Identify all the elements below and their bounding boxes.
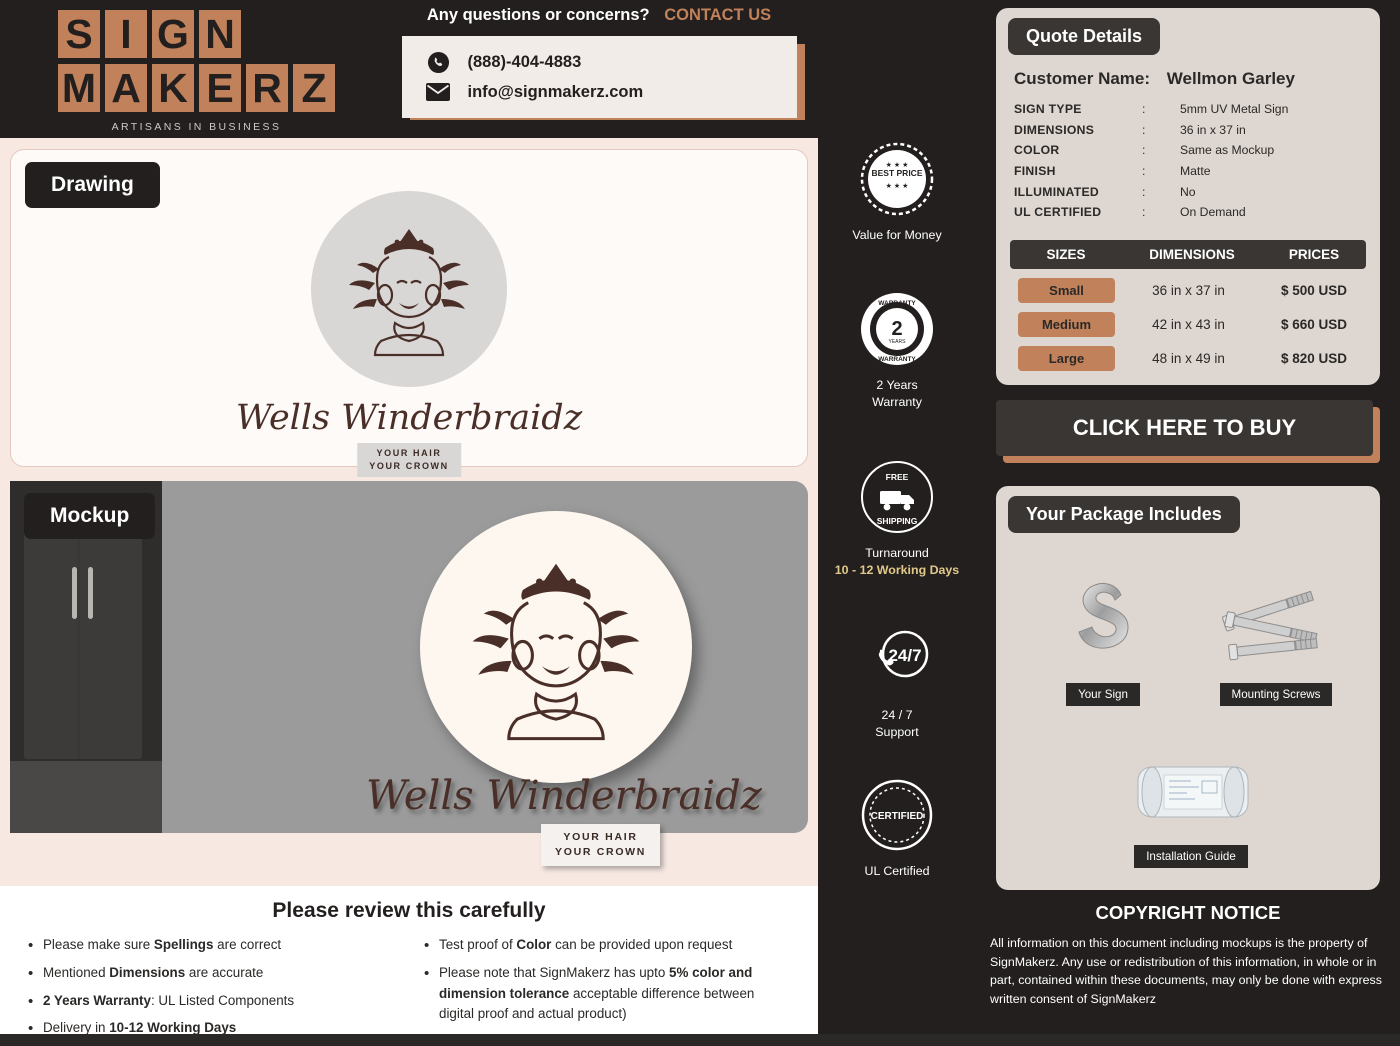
logo-letter: S bbox=[58, 10, 100, 58]
mockup-fridge-handle bbox=[72, 567, 77, 619]
size-label: Large bbox=[1018, 346, 1115, 371]
copyright-notice bbox=[976, 890, 1400, 1034]
certified-icon bbox=[858, 776, 936, 854]
pricing-table bbox=[1010, 240, 1366, 371]
spec-list bbox=[1014, 101, 1380, 222]
logo-letter: R bbox=[246, 64, 288, 112]
size-dimensions: 36 in x 37 in bbox=[1152, 283, 1225, 299]
svg-text:BEST PRICE: BEST PRICE bbox=[871, 168, 923, 178]
spec-key: DIMENSIONS bbox=[1014, 122, 1095, 137]
review-item: • Mentioned Dimensions are accurate bbox=[26, 963, 396, 984]
turnaround-caption bbox=[818, 545, 976, 578]
logo-tagline: ARTISANS IN BUSINESS bbox=[111, 121, 282, 133]
size-dimensions: 42 in x 43 in bbox=[1152, 317, 1225, 333]
spec-value: No bbox=[1180, 184, 1196, 199]
email-address: info@signmakerz.com bbox=[467, 82, 644, 101]
copyright-title: COPYRIGHT NOTICE bbox=[1095, 902, 1281, 923]
spec-row bbox=[1014, 204, 1380, 222]
logo-letter: G bbox=[152, 10, 194, 58]
logo-letter: E bbox=[199, 64, 241, 112]
ul-certified-caption: UL Certified bbox=[864, 864, 930, 878]
logo-illustration bbox=[311, 191, 507, 387]
review-item: • Please note that SignMakerz has upto 5% color and dimension tolerance acceptable difference between digital proof and actual product) bbox=[422, 963, 792, 1025]
warranty-icon bbox=[858, 290, 936, 368]
drawing-panel bbox=[10, 149, 808, 472]
package-includes-tab: Your Package Includes bbox=[1008, 496, 1240, 533]
contact-question-text: Any questions or concerns? bbox=[426, 6, 650, 24]
package-includes-card bbox=[996, 486, 1380, 890]
channel-letter-s-icon bbox=[1063, 571, 1143, 683]
spec-row bbox=[1014, 184, 1380, 202]
table-row[interactable] bbox=[1010, 278, 1366, 303]
spec-value: On Demand bbox=[1180, 205, 1246, 220]
mockup-tagline bbox=[541, 824, 660, 866]
pricing-table-header bbox=[1010, 240, 1366, 269]
proof-panels bbox=[0, 138, 818, 859]
package-item-label: Your Sign bbox=[1066, 683, 1140, 706]
size-price: $ 820 USD bbox=[1280, 351, 1348, 367]
review-title: Please review this carefully bbox=[272, 899, 546, 922]
buy-button-wrap bbox=[996, 400, 1380, 456]
spec-row bbox=[1014, 142, 1380, 160]
package-item-mounting-screws bbox=[1196, 571, 1356, 706]
svg-text:WARRANTY: WARRANTY bbox=[878, 300, 916, 307]
quote-details-card bbox=[996, 8, 1380, 385]
package-item-label: Installation Guide bbox=[1134, 845, 1248, 868]
svg-text:★ ★ ★: ★ ★ ★ bbox=[885, 183, 909, 190]
logo-letter: N bbox=[199, 10, 241, 58]
spec-value: Matte bbox=[1180, 164, 1211, 179]
drawing-logo-script: Wells Winderbraidz bbox=[235, 398, 583, 438]
svg-text:SHIPPING: SHIPPING bbox=[876, 516, 918, 526]
spec-key: ILLUMINATED bbox=[1014, 184, 1099, 199]
header-sizes: SIZES bbox=[1046, 247, 1086, 263]
logo-letter: A bbox=[105, 64, 147, 112]
tagline-line-2: YOUR CROWN bbox=[555, 846, 647, 859]
mockup-logo-script: Wells Winderbraidz bbox=[366, 773, 762, 819]
click-here-to-buy-button[interactable]: CLICK HERE TO BUY bbox=[996, 400, 1373, 456]
spec-colon: : bbox=[1142, 184, 1146, 199]
svg-text:24/7: 24/7 bbox=[888, 646, 922, 665]
spec-colon: : bbox=[1142, 143, 1146, 158]
review-column-left bbox=[26, 935, 396, 1046]
mockup-floor bbox=[10, 761, 162, 833]
email-row[interactable] bbox=[426, 77, 797, 107]
turnaround-label: Turnaround bbox=[865, 546, 929, 560]
header-bar bbox=[0, 0, 818, 138]
envelope-icon bbox=[426, 80, 451, 105]
contact-card bbox=[402, 36, 797, 118]
badge-ul-certified bbox=[818, 776, 976, 880]
spec-colon: : bbox=[1142, 122, 1146, 137]
phone-row[interactable] bbox=[426, 47, 797, 77]
tagline-line-1: YOUR HAIR bbox=[563, 831, 638, 843]
tagline-line-2: YOUR CROWN bbox=[369, 461, 449, 472]
spec-colon: : bbox=[1142, 164, 1146, 179]
size-label: Small bbox=[1018, 278, 1115, 303]
package-items bbox=[996, 533, 1380, 873]
mockup-logo-circle bbox=[420, 511, 692, 783]
mockup-panel bbox=[10, 481, 808, 859]
badge-strip bbox=[818, 0, 976, 1034]
size-dimensions: 48 in x 49 in bbox=[1152, 351, 1225, 367]
spec-row bbox=[1014, 122, 1380, 140]
logo-line-sign bbox=[58, 10, 335, 58]
free-shipping-icon bbox=[858, 458, 936, 536]
svg-text:CERTIFIED: CERTIFIED bbox=[870, 811, 924, 822]
header-dimensions: DIMENSIONS bbox=[1149, 247, 1235, 263]
mockup-tab-label: Mockup bbox=[24, 493, 155, 539]
logo-letter: K bbox=[152, 64, 194, 112]
svg-text:YEARS: YEARS bbox=[888, 339, 906, 345]
tagline-line-1: YOUR HAIR bbox=[376, 448, 442, 458]
best-price-icon bbox=[858, 140, 936, 218]
contact-question bbox=[380, 6, 818, 25]
spec-key: COLOR bbox=[1014, 143, 1060, 158]
spec-colon: : bbox=[1142, 102, 1146, 116]
mockup-logo-illustration bbox=[420, 511, 692, 783]
drawing-tagline bbox=[357, 443, 461, 477]
svg-text:2: 2 bbox=[891, 318, 903, 340]
mockup-fridge-handle bbox=[88, 567, 93, 619]
contact-us-link[interactable]: CONTACT US bbox=[664, 6, 772, 24]
package-item-installation-guide bbox=[1106, 741, 1276, 868]
phone-number: (888)-404-4883 bbox=[467, 52, 582, 71]
spec-value: Same as Mockup bbox=[1180, 143, 1275, 158]
badge-free-shipping bbox=[818, 458, 976, 578]
turnaround-value: 10 - 12 Working Days bbox=[834, 562, 960, 577]
mockup-fridge bbox=[24, 519, 142, 759]
review-column-right bbox=[422, 935, 792, 1046]
quote-details-tab: Quote Details bbox=[1008, 18, 1160, 55]
contact-area bbox=[380, 0, 818, 118]
logo-letter: I bbox=[105, 10, 147, 58]
size-label: Medium bbox=[1018, 312, 1115, 337]
screws-icon bbox=[1211, 571, 1341, 683]
size-price: $ 660 USD bbox=[1280, 317, 1348, 333]
customer-name-row bbox=[1014, 69, 1380, 89]
svg-text:★: ★ bbox=[910, 327, 918, 334]
badge-warranty bbox=[818, 290, 976, 410]
spec-row bbox=[1014, 101, 1380, 119]
spec-key: FINISH bbox=[1014, 164, 1056, 179]
spec-key: SIGN TYPE bbox=[1014, 102, 1082, 116]
logo-line-makerz bbox=[58, 64, 335, 112]
customer-name-label: Customer Name: bbox=[1014, 69, 1151, 88]
review-item: • Delivery in 10-12 Working Days bbox=[26, 1018, 396, 1039]
best-price-caption: Value for Money bbox=[852, 228, 942, 242]
svg-text:WARRANTY: WARRANTY bbox=[878, 356, 916, 363]
spec-row bbox=[1014, 163, 1380, 181]
spec-colon: : bbox=[1142, 205, 1146, 220]
right-column bbox=[976, 0, 1400, 1034]
drawing-tab-label: Drawing bbox=[25, 162, 160, 208]
spec-value: 5mm UV Metal Sign bbox=[1180, 102, 1289, 116]
review-item: • 2 Years Warranty: UL Listed Components bbox=[26, 991, 396, 1012]
badge-support bbox=[818, 620, 976, 740]
support-icon bbox=[858, 620, 936, 698]
phone-icon bbox=[426, 50, 451, 75]
size-price: $ 500 USD bbox=[1280, 283, 1348, 299]
review-item: • Please make sure Spellings are correct bbox=[26, 935, 396, 956]
spec-value: 36 in x 37 in bbox=[1180, 122, 1246, 137]
brand-logo bbox=[0, 0, 380, 135]
logo-art-circle bbox=[311, 191, 507, 387]
warranty-caption: 2 Years Warranty bbox=[872, 378, 922, 409]
copyright-body: All information on this document including mockups is the property of SignMakerz. Any use or redistribution of this information, in whole or in part, contained within these documents, may only be done with express written consent of SignMakerz bbox=[990, 936, 1382, 1006]
svg-text:FREE: FREE bbox=[885, 472, 909, 482]
svg-text:★ ★ ★: ★ ★ ★ bbox=[885, 162, 909, 169]
review-notes bbox=[0, 886, 818, 1034]
spec-key: UL CERTIFIED bbox=[1014, 205, 1102, 220]
blueprint-roll-icon bbox=[1116, 741, 1266, 845]
table-row[interactable] bbox=[1010, 312, 1366, 337]
customer-name-value: Wellmon Garley bbox=[1166, 69, 1295, 88]
table-row[interactable] bbox=[1010, 346, 1366, 371]
package-item-label: Mounting Screws bbox=[1220, 683, 1333, 706]
support-caption: 24 / 7 Support bbox=[875, 708, 919, 739]
logo-letter: Z bbox=[293, 64, 335, 112]
logo-letter: M bbox=[58, 64, 100, 112]
header-prices: PRICES bbox=[1288, 247, 1340, 263]
svg-text:★: ★ bbox=[876, 327, 884, 334]
package-item-your-sign bbox=[1028, 571, 1178, 706]
review-item: • Test proof of Color can be provided upon request bbox=[422, 935, 792, 956]
badge-best-price bbox=[818, 140, 976, 244]
